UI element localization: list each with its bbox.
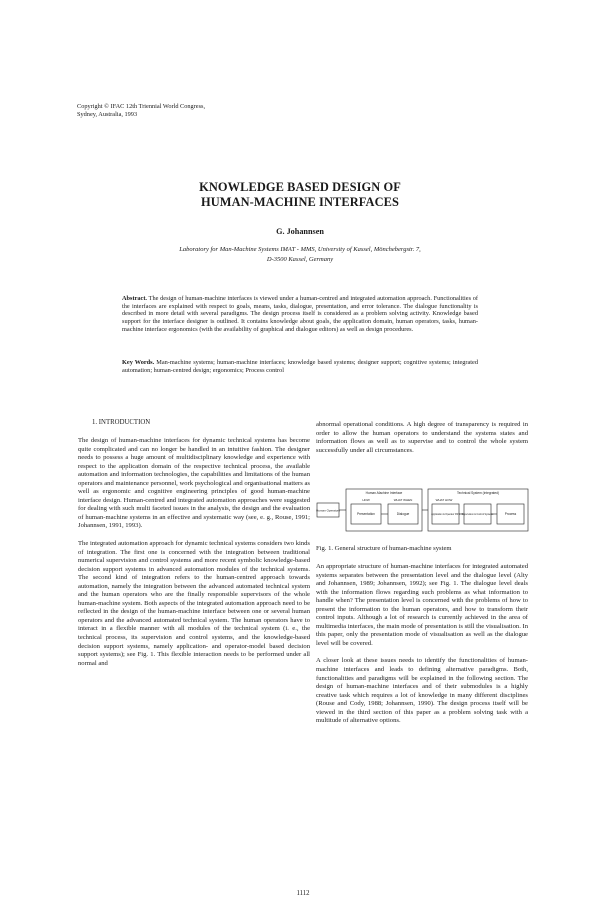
figure-1-diagram: [316, 485, 530, 535]
section-heading-introduction: 1. INTRODUCTION: [92, 419, 151, 426]
presentation-label: Presentation: [357, 512, 375, 516]
abstract: [122, 295, 478, 334]
copyright-line-2: Sydney, Australia, 1993: [77, 110, 138, 118]
paragraph: A closer look at these issues needs to identify the functionalities of human-machine interfaces and leads to defining alternative paradigms. Both, functionalities and paradigms will be explained in the following section. The design of human-machine interfaces and of their submodules is a highly creative task which requires a lot of knowledge in many different disciplines (Rouse and Cody, 1988; Johannsen, 1990). The design process itself will be viewed in the third section of this paper as a problem solving task with a multitude of alternative options.: [316, 657, 528, 725]
paragraph: An appropriate structure of human-machine interfaces for integrated automated systems separates between the presentation level and the dialogue level (Alty and Johannsen, 1989; Johannsen, 1992); see Fig. 1. The dialogue level deals with the information flows regarding such problems as what information to handle when? The presentation level is concerned with the problems of how to present the information to the human operators, and how to transform their control inputs. Although a lot of research is currently achieved in the area of multimedia interfaces, the main mode of presentation is still the visualisation. In this paper, only the presentation mode of visualisation as well as the dialogue level will be covered.: [316, 563, 528, 647]
right-column-bottom: [316, 563, 528, 735]
figure-1-caption: Fig. 1. General structure of human-machine system: [316, 545, 452, 552]
title-line-1: KNOWLEDGE BASED DESIGN OF: [199, 180, 401, 194]
paragraph: The integrated automation approach for dynamic technical systems considers two kinds of integration. The first one is concerned with the integration between traditional numerical supervision and control systems and more recent symbolic knowledge-based decision support systems in advanced automation modules of the technical systems. The second kind of integration refers to the human-centred approach towards automation, namely the integration between the advanced automated technical system and the human operators who are the finally responsible supervisors of the whole human-machine system. Both aspects of the integrated automation approach need to be reflected in the design of the human-machine interface between one or several human operators and the advanced automated technical system. The human operators have to interact in a flexible manner with all modules of the technical system (i. e., the technical process, its supervision and control systems, and the knowledge-based decision support systems, namely application- and operator-model based decision support systems); see Fig. 1. This flexible interaction needs to be performed under all normal and: [78, 540, 310, 667]
affiliation-line-2: D-3500 Kassel, Germany: [266, 255, 334, 263]
abstract-text: The design of human-machine interfaces is viewed under a human-centred and integrated automation approach. Functionalities of the interfaces are explained with respect to goals, means, tasks, dialogue, presentation, and error tolerance. The dialogue functionality is described in more detail with several paradigms. The design process itself is considered as a problem solving activity. Knowledge based support for the interface designer is outlined. It contains knowledge about goals, the application domain, human operators, tasks, human-machine interface ergonomics (with the availability of graphical and dialogue editors) as well as design procedures.: [122, 295, 478, 333]
paragraph: abnormal operational conditions. A high degree of transparency is required in order to allow the human operators to understand the systems states and information flows as well as to supervise and to control the whole system successfully under all circumstances.: [316, 421, 528, 454]
right-column-top: [316, 421, 528, 464]
copyright-notice: [77, 103, 337, 118]
keywords-label: Key Words.: [122, 359, 155, 366]
technical-system-box: [428, 489, 528, 531]
how-label: HOW: [362, 498, 370, 502]
application-dss-label: Application & Operator DSS: [431, 514, 460, 516]
affiliation: [60, 245, 540, 264]
copyright-line-1: Copyright © IFAC 12th Triennial World Congress,: [77, 103, 206, 110]
what-how-label: WHAT HOW: [435, 498, 453, 502]
technical-system-title: Technical System (integrated): [457, 491, 499, 495]
paragraph: The design of human-machine interfaces for dynamic technical systems has become quite complicated and can no longer be handled in an intuitive fashion. The designer needs to possess a huge amount of multidisciplinary knowledge and experience with respect to the application domain of the respective technical process, the available automation and information technologies, the capabilities and limitations of the human operators and maintenance personnel, work psychological and organisational matters as well as ergonomic and cognitive engineering principles of good human-machine interface design. Human-centred and integrated automation approaches were suggested for dealing with such multi faceted issues in the analysis, the design and the evaluation of human-machine systems in an effective and systematic way (see, e. g., Rouse, 1991; Johannsen, 1991, 1993).: [78, 437, 310, 530]
left-column: [78, 437, 310, 677]
process-label: Process: [504, 512, 517, 516]
keywords: [122, 359, 478, 374]
human-operators-label: Human Operators: [316, 508, 340, 513]
page-number: 1112: [296, 890, 310, 897]
abstract-label: Abstract.: [122, 295, 148, 302]
what-when-label: WHAT WHEN: [393, 498, 413, 502]
keywords-text: Man-machine systems; human-machine interfaces; knowledge based systems; designer support; cognitive systems; integrated automation; human-centred design; ergonomics; Process control: [122, 359, 478, 374]
dialogue-label: Dialogue: [396, 512, 410, 516]
hmi-box: [346, 489, 422, 531]
paper-title: [60, 180, 540, 209]
title-line-2: HUMAN-MACHINE INTERFACES: [200, 194, 399, 209]
supervision-control-label: Supervision & Control Systems: [461, 514, 494, 516]
affiliation-line-1: Laboratory for Man-Machine Systems IMAT - MMS, University of Kassel, Mönchebergstr. 7,: [179, 246, 421, 253]
hmi-title: Human-Machine Interface: [365, 491, 403, 495]
author-name: G. Johannsen: [276, 227, 324, 236]
